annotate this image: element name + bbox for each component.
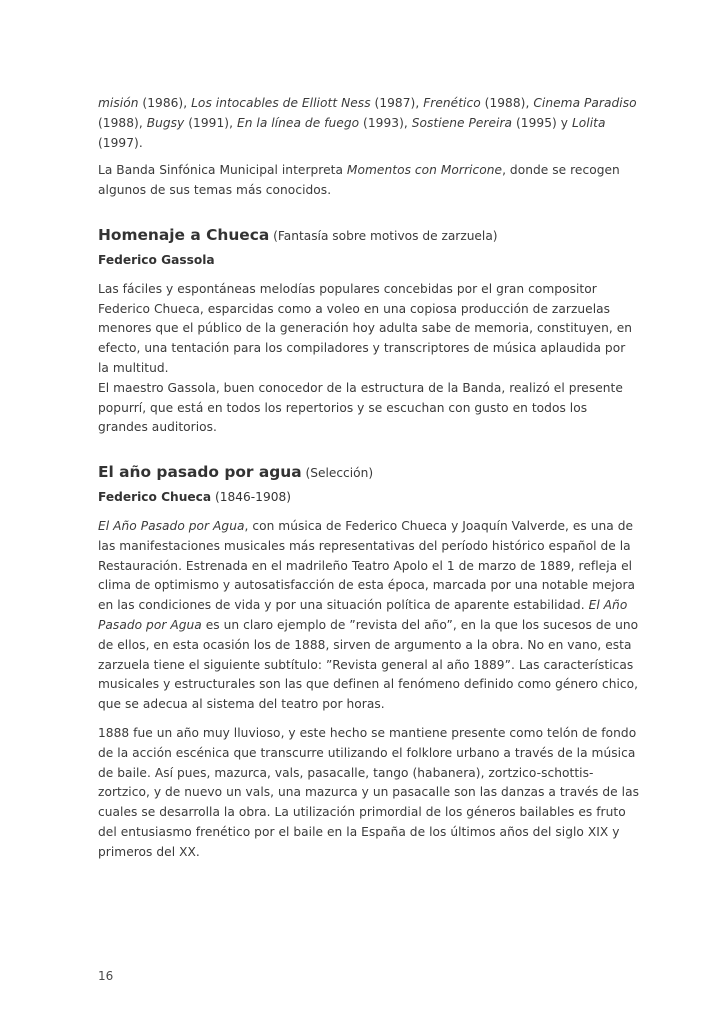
italic-title-text: Sostiene Pereira bbox=[411, 115, 513, 130]
text-run: (1988), bbox=[480, 96, 534, 110]
text-run: 1888 fue un año muy lluvioso, y este hecho se mantiene presente como telón de fondo de la acción escénica que transcurre utilizando el folklore urbano a través de la música de baile. Así pues, mazurca, vals, pasacalle, tango (habanera), zortzico-schottis-zortzico, y de nuevo un vals, una mazurca y un pasacalle son las danzas a través de las cuales se desarrolla la obra. La utilización primordial de los géneros bailables es fruto del entusiasmo frenético por el baile en la España de los últimos años del siglo XIX y primeros del XX. bbox=[98, 725, 639, 859]
section-paragraph bbox=[98, 724, 640, 863]
text-run: Las fáciles y espontáneas melodías populares concebidas por el gran compositor Federico Chueca, esparcidas como a voleo en una copiosa producción de zarzuelas menores que el público de la generación hoy adulta sabe de memoria, constituyen, en efecto, una tentación para los compiladores y transcriptores de música aplaudida por la multitud. bbox=[98, 281, 633, 375]
intro-paragraph-1 bbox=[98, 94, 640, 153]
italic-title-text: Momentos con Morricone bbox=[346, 163, 503, 178]
text-run: El maestro Gassola, buen conocedor de la estructura de la Banda, realizó el presente popurrí, que está en todos los repertorios y se escuchan con gusto en todos los grandes auditorios. bbox=[98, 380, 623, 435]
composer-name: Federico Gassola bbox=[98, 252, 215, 267]
page-number: 16 bbox=[98, 969, 114, 983]
text-run: (1993), bbox=[359, 115, 412, 130]
section-paragraph bbox=[98, 517, 640, 715]
italic-title-text: Bugsy bbox=[146, 115, 185, 130]
text-run: (1997). bbox=[98, 135, 143, 150]
composer-line bbox=[98, 488, 640, 508]
text-run: , donde se recogen algunos de sus temas más conocidos. bbox=[98, 163, 620, 198]
section-subtitle: (Selección) bbox=[301, 466, 374, 481]
italic-title-text: El Año Pasado por Agua bbox=[98, 518, 245, 533]
italic-title-text: misión bbox=[98, 96, 139, 110]
section-paragraph bbox=[98, 280, 640, 438]
text-run: es un claro ejemplo de ”revista del año”, en la que los sucesos de uno de ellos, en esta ocasión los de 1888, sirven de argumento a la obra. No en vano, esta zarzuela tiene el siguiente subtítulo: ”Revista general al año 1889”. Las características musicales y estructurales son las que definen al fenómeno definido como género chico, que se adecua al sistema del teatro por horas. bbox=[98, 617, 639, 712]
intro-paragraph-2 bbox=[98, 161, 640, 201]
composer-dates: (1846-1908) bbox=[211, 490, 291, 505]
text-run: La Banda Sinfónica Municipal interpreta bbox=[98, 163, 347, 178]
text-run: (1988), bbox=[98, 115, 147, 130]
italic-title-text: Frenético bbox=[423, 96, 481, 110]
section-title: Homenaje a Chueca bbox=[98, 225, 270, 244]
section-title: El año pasado por agua bbox=[98, 463, 302, 482]
section-subtitle: (Fantasía sobre motivos de zarzuela) bbox=[269, 228, 498, 243]
text-run: (1991), bbox=[184, 115, 237, 130]
italic-title-text: Cinema Paradiso bbox=[533, 96, 637, 110]
italic-title-text: El Año Pasado por Agua bbox=[98, 598, 628, 632]
section-heading-homenaje bbox=[98, 224, 640, 247]
italic-title-text: Lolita bbox=[571, 115, 606, 130]
section-heading-ano-pasado bbox=[98, 461, 640, 484]
italic-title-text: En la línea de fuego bbox=[236, 115, 360, 130]
text-run: , con música de Federico Chueca y Joaquín Valverde, es una de las manifestaciones musicales más representativas del período histórico español de la Restauración. Estrenada en el madrileño Teatro Apolo el 1 de marzo de 1889, refleja el clima de optimismo y autosatisfacción de esta época, marcada por una notable mejora en las condiciones de vida y por una situación política de aparente estabilidad. bbox=[98, 518, 636, 613]
text-run: (1986), bbox=[138, 96, 192, 110]
text-run: (1987), bbox=[370, 96, 424, 110]
text-run: (1995) y bbox=[512, 115, 572, 130]
composer-name: Federico Chueca bbox=[98, 490, 212, 505]
page-content bbox=[98, 94, 640, 863]
italic-title-text: Los intocables de Elliott Ness bbox=[191, 96, 371, 110]
